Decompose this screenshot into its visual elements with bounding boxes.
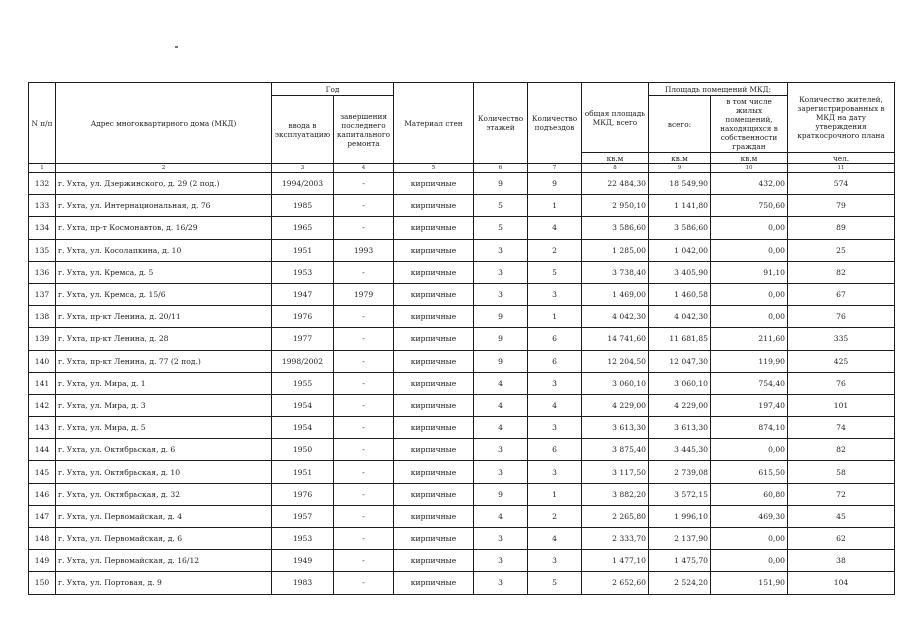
row-premises-owned: 0,00	[711, 217, 788, 239]
row-entrances: 6	[528, 350, 582, 372]
row-year-renovation: -	[334, 550, 394, 572]
row-premises-owned: 874,10	[711, 417, 788, 439]
row-wall-material: кирпичные	[394, 306, 474, 328]
table-row	[29, 239, 895, 261]
row-premises-owned: 469,30	[711, 505, 788, 527]
row-year-renovation: -	[334, 461, 394, 483]
header-n: N п/п	[29, 83, 56, 164]
row-total-area: 3 117,50	[582, 461, 649, 483]
row-year-commission: 1976	[272, 306, 334, 328]
row-premises-total: 1 460,58	[649, 283, 711, 305]
row-number: 134	[29, 217, 56, 239]
row-entrances: 2	[528, 505, 582, 527]
row-premises-owned: 197,40	[711, 394, 788, 416]
table-row	[29, 572, 895, 594]
row-year-commission: 1965	[272, 217, 334, 239]
row-premises-total: 11 681,85	[649, 328, 711, 350]
row-entrances: 9	[528, 173, 582, 195]
row-address: г. Ухта, ул. Портовая, д. 9	[56, 572, 272, 594]
table-row	[29, 483, 895, 505]
row-entrances: 3	[528, 461, 582, 483]
row-premises-owned: 91,10	[711, 261, 788, 283]
row-year-commission: 1947	[272, 283, 334, 305]
row-total-area: 22 484,30	[582, 173, 649, 195]
row-number: 138	[29, 306, 56, 328]
row-entrances: 3	[528, 372, 582, 394]
row-total-area: 3 738,40	[582, 261, 649, 283]
table-row	[29, 461, 895, 483]
row-total-area: 3 875,40	[582, 439, 649, 461]
row-entrances: 3	[528, 417, 582, 439]
row-year-renovation: -	[334, 328, 394, 350]
row-premises-owned: 0,00	[711, 283, 788, 305]
row-wall-material: кирпичные	[394, 483, 474, 505]
row-address: г. Ухта, пр-кт Ленина, д. 20/11	[56, 306, 272, 328]
row-entrances: 1	[528, 306, 582, 328]
row-premises-total: 1 141,80	[649, 195, 711, 217]
row-floors: 9	[474, 328, 528, 350]
row-number: 139	[29, 328, 56, 350]
row-residents: 58	[788, 461, 895, 483]
row-year-renovation: -	[334, 483, 394, 505]
row-number: 148	[29, 528, 56, 550]
table-row	[29, 306, 895, 328]
row-premises-owned: 432,00	[711, 173, 788, 195]
row-floors: 3	[474, 461, 528, 483]
row-premises-total: 3 586,60	[649, 217, 711, 239]
row-wall-material: кирпичные	[394, 173, 474, 195]
row-year-commission: 1951	[272, 461, 334, 483]
row-number: 146	[29, 483, 56, 505]
row-entrances: 1	[528, 195, 582, 217]
unit-premises-total: кв.м	[649, 153, 711, 164]
row-year-commission: 1976	[272, 483, 334, 505]
header-total-area: общая площадь МКД, всего	[582, 83, 649, 153]
row-year-commission: 1953	[272, 261, 334, 283]
row-entrances: 5	[528, 261, 582, 283]
row-premises-owned: 151,90	[711, 572, 788, 594]
header-premises-group: Площадь помещений МКД:	[649, 83, 788, 96]
row-entrances: 2	[528, 239, 582, 261]
row-wall-material: кирпичные	[394, 372, 474, 394]
header-premises-owned: в том числе жилых помещений, находящихся в собственности граждан	[711, 96, 788, 153]
row-wall-material: кирпичные	[394, 505, 474, 527]
row-premises-owned: 615,50	[711, 461, 788, 483]
row-residents: 67	[788, 283, 895, 305]
row-number: 133	[29, 195, 56, 217]
row-premises-owned: 0,00	[711, 550, 788, 572]
row-residents: 38	[788, 550, 895, 572]
row-address: г. Ухта, ул. Мира, д. 5	[56, 417, 272, 439]
row-floors: 5	[474, 195, 528, 217]
row-residents: 25	[788, 239, 895, 261]
row-premises-total: 3 572,15	[649, 483, 711, 505]
table-row	[29, 528, 895, 550]
row-premises-owned: 754,40	[711, 372, 788, 394]
row-residents: 72	[788, 483, 895, 505]
row-floors: 3	[474, 550, 528, 572]
row-residents: 62	[788, 528, 895, 550]
row-wall-material: кирпичные	[394, 417, 474, 439]
row-entrances: 3	[528, 550, 582, 572]
row-address: г. Ухта, ул. Дзержинского, д. 29 (2 под.)	[56, 173, 272, 195]
row-total-area: 2 333,70	[582, 528, 649, 550]
row-floors: 4	[474, 372, 528, 394]
row-residents: 104	[788, 572, 895, 594]
row-address: г. Ухта, ул. Кремса, д. 5	[56, 261, 272, 283]
row-residents: 82	[788, 439, 895, 461]
row-entrances: 6	[528, 439, 582, 461]
row-year-renovation: -	[334, 505, 394, 527]
row-year-renovation: -	[334, 572, 394, 594]
row-year-renovation: -	[334, 417, 394, 439]
row-total-area: 4 229,00	[582, 394, 649, 416]
column-number: 2	[56, 164, 272, 173]
row-entrances: 4	[528, 394, 582, 416]
row-premises-owned: 0,00	[711, 306, 788, 328]
scan-speck	[175, 46, 178, 48]
row-floors: 5	[474, 217, 528, 239]
row-number: 143	[29, 417, 56, 439]
row-entrances: 3	[528, 283, 582, 305]
row-year-renovation: -	[334, 439, 394, 461]
row-floors: 3	[474, 528, 528, 550]
row-premises-owned: 119,90	[711, 350, 788, 372]
column-number: 9	[649, 164, 711, 173]
row-wall-material: кирпичные	[394, 528, 474, 550]
row-premises-total: 4 229,00	[649, 394, 711, 416]
row-address: г. Ухта, пр-т Космонавтов, д. 16/29	[56, 217, 272, 239]
row-residents: 425	[788, 350, 895, 372]
row-number: 140	[29, 350, 56, 372]
row-wall-material: кирпичные	[394, 572, 474, 594]
unit-premises-owned: кв.м	[711, 153, 788, 164]
column-number: 1	[29, 164, 56, 173]
row-year-renovation: -	[334, 217, 394, 239]
header-address: Адрес многоквартирного дома (МКД)	[56, 83, 272, 164]
header-year-commission: ввода в эксплуатацию	[272, 96, 334, 164]
row-residents: 89	[788, 217, 895, 239]
row-wall-material: кирпичные	[394, 550, 474, 572]
row-address: г. Ухта, ул. Интернациональная, д. 76	[56, 195, 272, 217]
row-floors: 9	[474, 350, 528, 372]
row-premises-owned: 0,00	[711, 528, 788, 550]
row-year-renovation: -	[334, 173, 394, 195]
header-wall-material: Материал стен	[394, 83, 474, 164]
table-row	[29, 350, 895, 372]
column-number: 11	[788, 164, 895, 173]
row-wall-material: кирпичные	[394, 283, 474, 305]
table-row	[29, 372, 895, 394]
row-total-area: 3 586,60	[582, 217, 649, 239]
row-total-area: 2 265,80	[582, 505, 649, 527]
row-address: г. Ухта, ул. Мира, д. 1	[56, 372, 272, 394]
column-number: 5	[394, 164, 474, 173]
row-total-area: 3 882,20	[582, 483, 649, 505]
header-year-group: Год	[272, 83, 394, 96]
row-year-commission: 1985	[272, 195, 334, 217]
row-entrances: 1	[528, 483, 582, 505]
row-address: г. Ухта, ул. Октябрьская, д. 6	[56, 439, 272, 461]
row-premises-owned: 0,00	[711, 439, 788, 461]
row-floors: 3	[474, 439, 528, 461]
header-residents: Количество жителей, зарегистрированных в МКД на дату утверждения краткосрочного плана	[788, 83, 895, 153]
row-year-commission: 1955	[272, 372, 334, 394]
row-total-area: 3 060,10	[582, 372, 649, 394]
row-number: 141	[29, 372, 56, 394]
row-entrances: 5	[528, 572, 582, 594]
table-row	[29, 283, 895, 305]
header-year-renovation: завершения последнего капитального ремонта	[334, 96, 394, 164]
row-floors: 3	[474, 261, 528, 283]
row-wall-material: кирпичные	[394, 328, 474, 350]
row-number: 135	[29, 239, 56, 261]
row-address: г. Ухта, ул. Мира, д. 3	[56, 394, 272, 416]
row-number: 150	[29, 572, 56, 594]
row-floors: 9	[474, 173, 528, 195]
row-year-renovation: -	[334, 306, 394, 328]
row-premises-total: 18 549,90	[649, 173, 711, 195]
row-wall-material: кирпичные	[394, 195, 474, 217]
row-entrances: 4	[528, 217, 582, 239]
row-floors: 4	[474, 505, 528, 527]
header-floors: Количество этажей	[474, 83, 528, 164]
row-address: г. Ухта, ул. Кремса, д. 15/6	[56, 283, 272, 305]
table-row	[29, 261, 895, 283]
row-year-commission: 1998/2002	[272, 350, 334, 372]
row-premises-owned: 0,00	[711, 239, 788, 261]
row-total-area: 12 204,50	[582, 350, 649, 372]
row-total-area: 1 469,00	[582, 283, 649, 305]
row-number: 132	[29, 173, 56, 195]
row-year-commission: 1977	[272, 328, 334, 350]
table-row	[29, 394, 895, 416]
table-row	[29, 195, 895, 217]
column-number: 8	[582, 164, 649, 173]
row-year-commission: 1951	[272, 239, 334, 261]
row-premises-owned: 60,80	[711, 483, 788, 505]
row-premises-owned: 750,60	[711, 195, 788, 217]
table-row	[29, 505, 895, 527]
row-year-renovation: -	[334, 528, 394, 550]
row-year-renovation: -	[334, 350, 394, 372]
row-year-commission: 1954	[272, 417, 334, 439]
row-year-renovation: 1993	[334, 239, 394, 261]
row-number: 147	[29, 505, 56, 527]
row-total-area: 4 042,30	[582, 306, 649, 328]
row-floors: 3	[474, 572, 528, 594]
row-address: г. Ухта, ул. Первомайская, д. 16/12	[56, 550, 272, 572]
row-year-commission: 1994/2003	[272, 173, 334, 195]
table-row	[29, 173, 895, 195]
row-residents: 76	[788, 306, 895, 328]
row-floors: 9	[474, 306, 528, 328]
row-number: 137	[29, 283, 56, 305]
column-number-row	[29, 164, 895, 173]
row-wall-material: кирпичные	[394, 217, 474, 239]
row-address: г. Ухта, ул. Первомайская, д. 6	[56, 528, 272, 550]
row-residents: 74	[788, 417, 895, 439]
row-floors: 3	[474, 283, 528, 305]
row-total-area: 3 613,30	[582, 417, 649, 439]
row-premises-total: 3 445,30	[649, 439, 711, 461]
column-number: 10	[711, 164, 788, 173]
row-year-commission: 1954	[272, 394, 334, 416]
row-floors: 9	[474, 483, 528, 505]
row-wall-material: кирпичные	[394, 394, 474, 416]
row-address: г. Ухта, ул. Октябрьская, д. 10	[56, 461, 272, 483]
table-row	[29, 439, 895, 461]
row-total-area: 2 652,60	[582, 572, 649, 594]
row-premises-total: 2 739,08	[649, 461, 711, 483]
row-premises-total: 3 613,30	[649, 417, 711, 439]
row-total-area: 2 950,10	[582, 195, 649, 217]
row-total-area: 1 285,00	[582, 239, 649, 261]
row-premises-owned: 211,60	[711, 328, 788, 350]
row-floors: 4	[474, 394, 528, 416]
row-year-commission: 1949	[272, 550, 334, 572]
row-year-commission: 1957	[272, 505, 334, 527]
column-number: 7	[528, 164, 582, 173]
row-year-commission: 1950	[272, 439, 334, 461]
row-entrances: 4	[528, 528, 582, 550]
row-address: г. Ухта, ул. Первомайская, д. 4	[56, 505, 272, 527]
row-wall-material: кирпичные	[394, 461, 474, 483]
row-entrances: 6	[528, 328, 582, 350]
row-wall-material: кирпичные	[394, 239, 474, 261]
housing-registry-table	[28, 82, 895, 595]
row-premises-total: 4 042,30	[649, 306, 711, 328]
row-premises-total: 1 042,00	[649, 239, 711, 261]
row-premises-total: 12 047,30	[649, 350, 711, 372]
unit-residents: чел.	[788, 153, 895, 164]
column-number: 4	[334, 164, 394, 173]
row-address: г. Ухта, ул. Косолапкина, д. 10	[56, 239, 272, 261]
row-address: г. Ухта, ул. Октябрьская, д. 32	[56, 483, 272, 505]
row-year-renovation: -	[334, 372, 394, 394]
row-total-area: 1 477,10	[582, 550, 649, 572]
row-residents: 79	[788, 195, 895, 217]
row-number: 136	[29, 261, 56, 283]
row-number: 142	[29, 394, 56, 416]
unit-total-area: кв.м	[582, 153, 649, 164]
row-address: г. Ухта, пр-кт Ленина, д. 77 (2 под.)	[56, 350, 272, 372]
table-row	[29, 417, 895, 439]
row-year-renovation: -	[334, 261, 394, 283]
table-row	[29, 550, 895, 572]
table-row	[29, 328, 895, 350]
table-body	[29, 173, 895, 595]
row-total-area: 14 741,60	[582, 328, 649, 350]
row-residents: 574	[788, 173, 895, 195]
row-premises-total: 3 405,90	[649, 261, 711, 283]
row-year-commission: 1983	[272, 572, 334, 594]
row-residents: 101	[788, 394, 895, 416]
row-address: г. Ухта, пр-кт Ленина, д. 28	[56, 328, 272, 350]
row-premises-total: 1 475,70	[649, 550, 711, 572]
row-year-renovation: -	[334, 394, 394, 416]
row-year-commission: 1953	[272, 528, 334, 550]
row-wall-material: кирпичные	[394, 439, 474, 461]
table-row	[29, 217, 895, 239]
column-number: 6	[474, 164, 528, 173]
header-entrances: Количество подъездов	[528, 83, 582, 164]
row-wall-material: кирпичные	[394, 261, 474, 283]
row-number: 149	[29, 550, 56, 572]
row-premises-total: 2 524,20	[649, 572, 711, 594]
row-year-renovation: 1979	[334, 283, 394, 305]
row-number: 144	[29, 439, 56, 461]
row-number: 145	[29, 461, 56, 483]
row-floors: 3	[474, 239, 528, 261]
row-residents: 82	[788, 261, 895, 283]
header-premises-total: всего:	[649, 96, 711, 153]
row-floors: 4	[474, 417, 528, 439]
row-year-renovation: -	[334, 195, 394, 217]
column-number: 3	[272, 164, 334, 173]
row-wall-material: кирпичные	[394, 350, 474, 372]
row-premises-total: 3 060,10	[649, 372, 711, 394]
row-residents: 45	[788, 505, 895, 527]
row-residents: 76	[788, 372, 895, 394]
row-residents: 335	[788, 328, 895, 350]
row-premises-total: 1 996,10	[649, 505, 711, 527]
row-premises-total: 2 137,90	[649, 528, 711, 550]
